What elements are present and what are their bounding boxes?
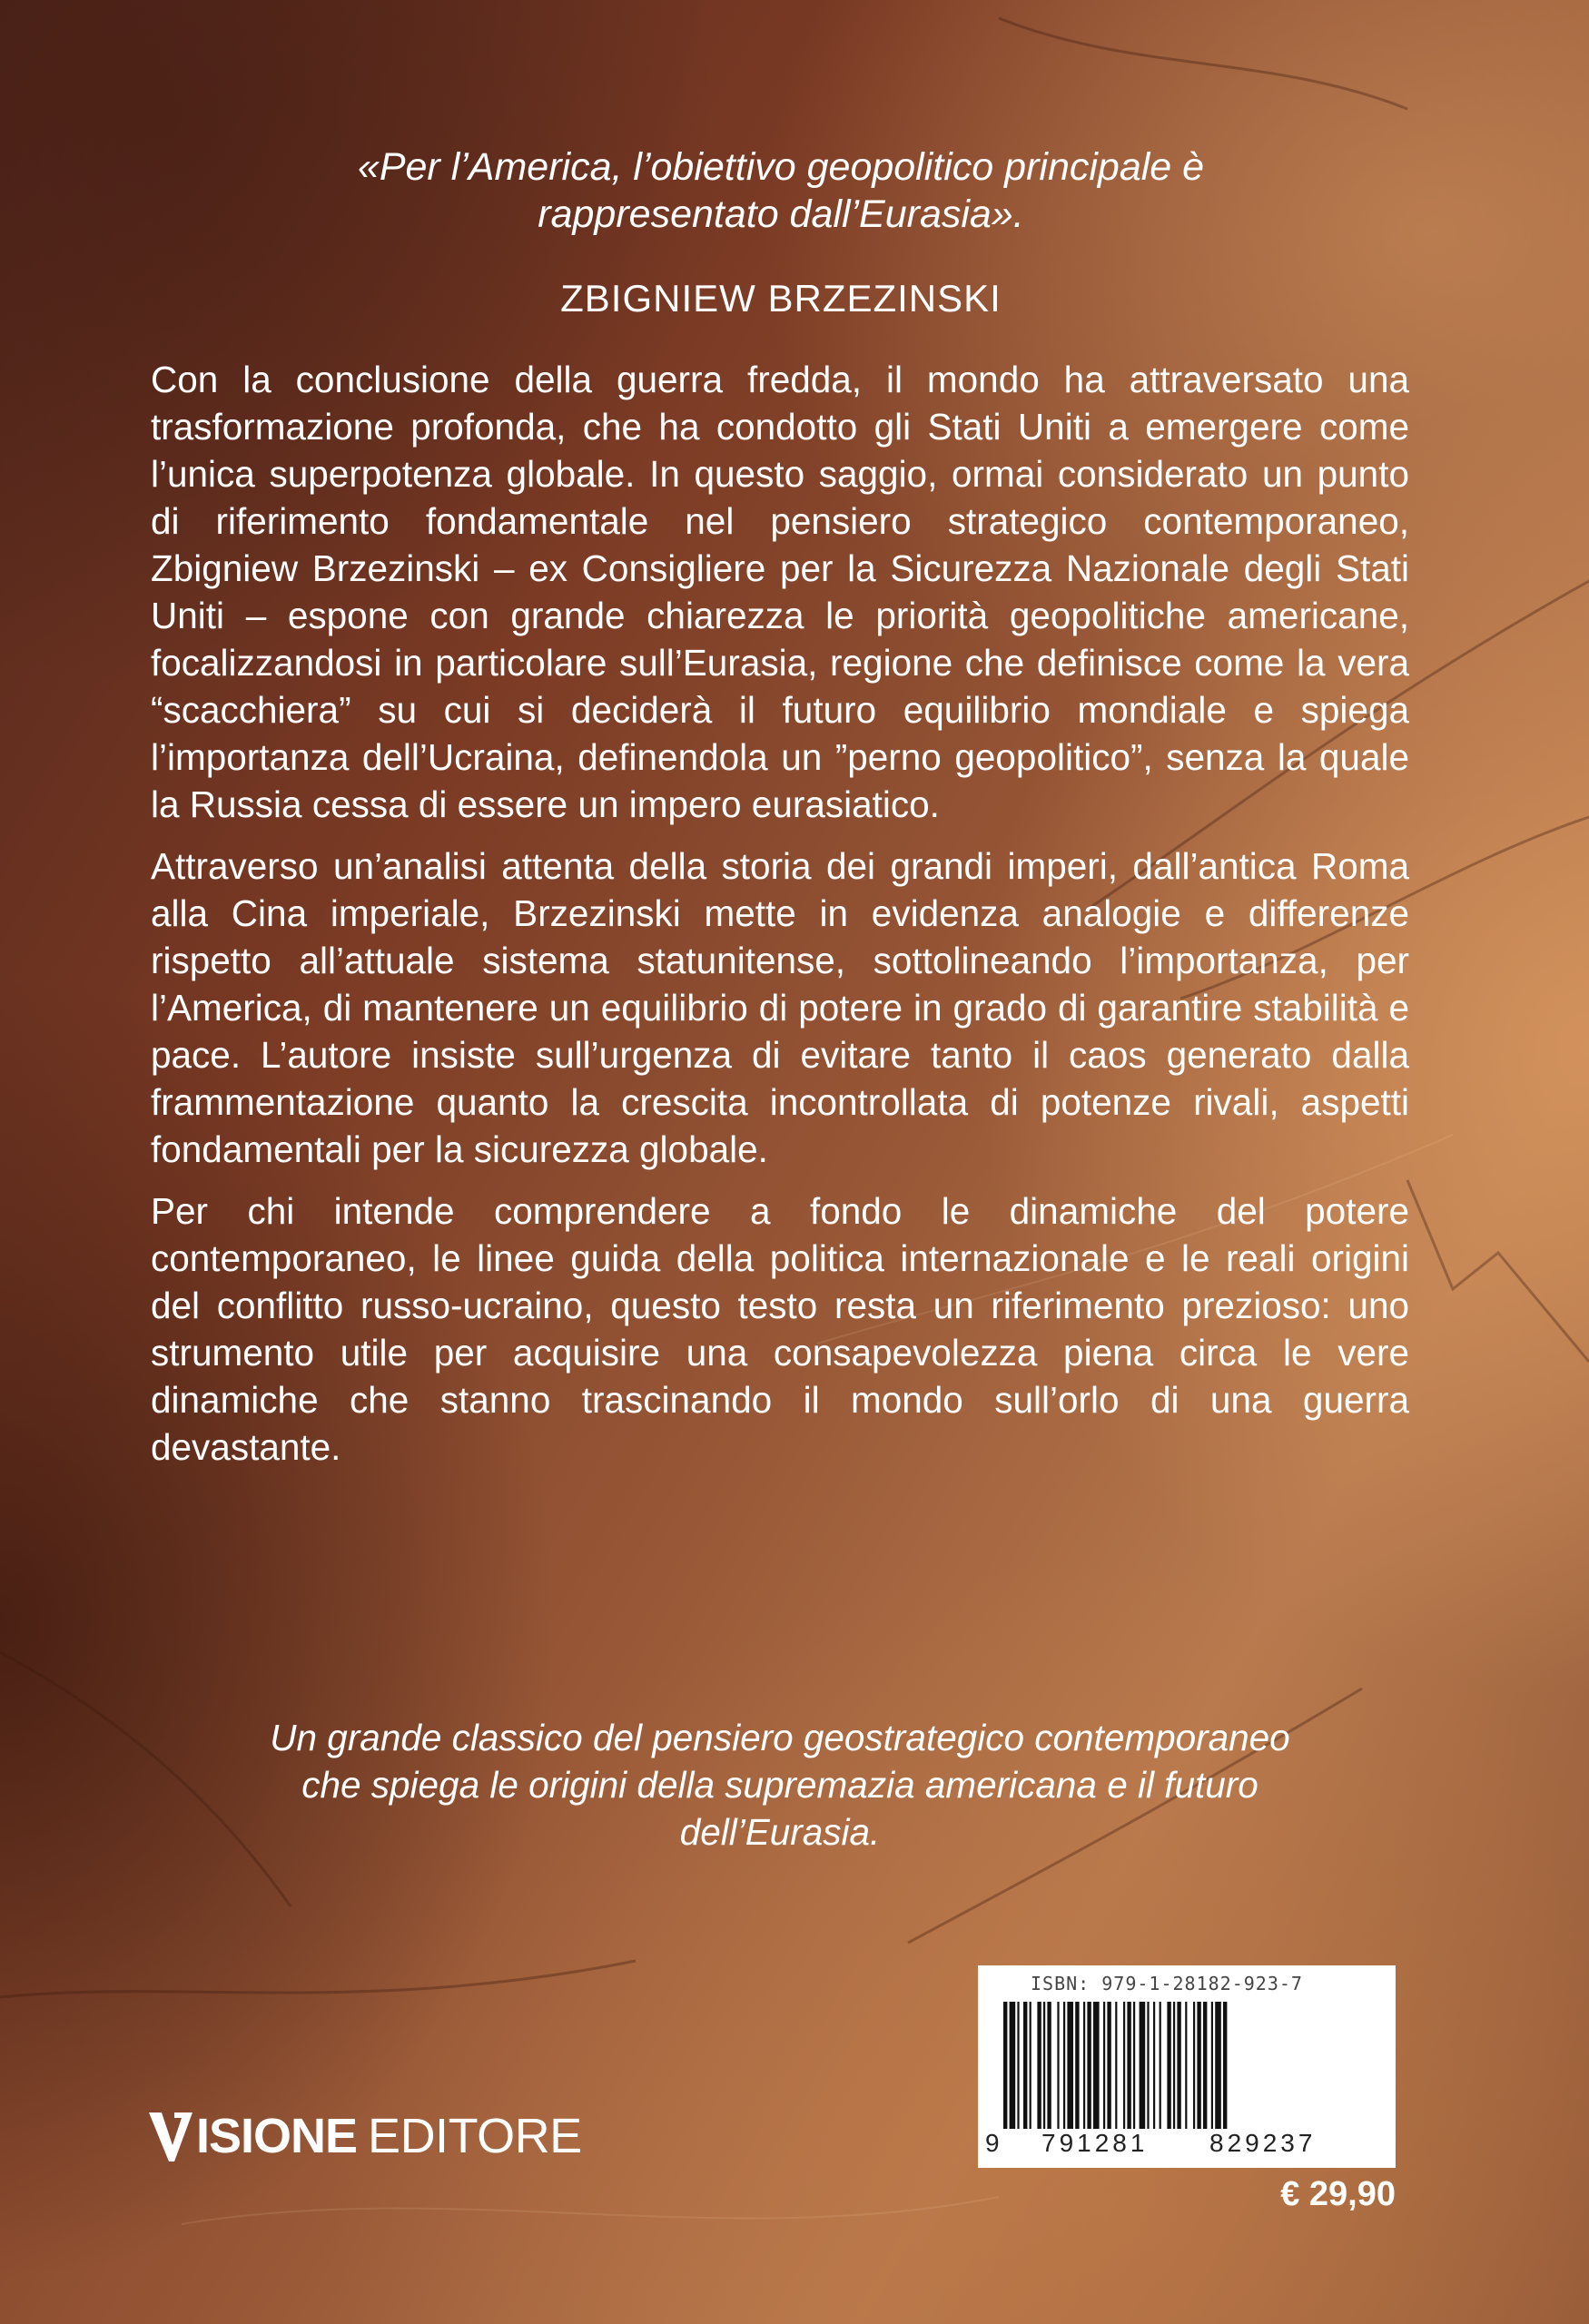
- publisher-suffix: EDITORE: [368, 2109, 582, 2163]
- quote-line-1: «Per l’America, l’obiettivo geopolitico principale è: [357, 145, 1205, 189]
- barcode-digit-group-1: 791281: [1041, 2129, 1149, 2157]
- tagline-line-1: Un grande classico del pensiero geostrategico contemporaneo: [270, 1717, 1290, 1758]
- isbn-barcode: [978, 1965, 1396, 2168]
- publisher-brand: ISIONE: [196, 2109, 358, 2163]
- barcode-digits: [978, 2129, 1396, 2165]
- tagline-line-2: che spiega le origini della supremazia americana e il futuro: [301, 1764, 1258, 1806]
- barcode-bars: [1003, 2002, 1376, 2129]
- barcode-digit-group-2: 829237: [1209, 2129, 1317, 2157]
- blurb-body: [151, 356, 1409, 1485]
- publisher-logo: [147, 2104, 582, 2168]
- tagline-line-3: dell’Eurasia.: [679, 1811, 881, 1853]
- paragraph-3: Per chi intende comprendere a fondo le dinamiche del potere contemporaneo, le linee guida della politica internazionale e le reali origini del conflitto russo-ucraino, questo testo resta un riferimento prezioso: uno strumento utile per acquisire una consapevolezza piena circa le vere dinamiche che stanno trascinando il mondo sull’orlo di una guerra devastante.: [151, 1190, 1409, 1468]
- paragraph-1: Con la conclusione della guerra fredda, il mondo ha attraversato una trasformazione profonda, che ha condotto gli Stati Uniti a emergere come l’unica superpotenza globale. In questo saggio, ormai considerato un punto di riferimento fondamentale nel pensiero strategico contemporaneo, Zbigniew Brzezinski – ex Consigliere per la Sicurezza Nazionale degli Stati Uniti – espone con grande chiarezza le priorità geopolitiche americane, focalizzandosi in particolare sull’Eurasia, regione che definisce come la vera “scacchiera” su cui si deciderà il futuro equilibrio mondiale e spiega l’importanza dell’Ucraina, definendola un ”perno geopolitico”, senza la quale la Russia cessa di essere un impero eurasiatico.: [151, 359, 1409, 825]
- barcode-digit-first: 9: [985, 2129, 1000, 2157]
- visione-v-icon: [147, 2109, 194, 2163]
- quote-author: ZBIGNIEW BRZEZINSKI: [560, 277, 1002, 320]
- isbn-label: ISBN: 979-1-28182-923-7: [1031, 1973, 1303, 1994]
- quote-line-2: rappresentato dall’Eurasia».: [538, 192, 1024, 236]
- paragraph-2: Attraverso un’analisi attenta della storia dei grandi imperi, dall’antica Roma alla Cina imperiale, Brzezinski mette in evidenza analogie e differenze rispetto all’attuale sistema statunitense, sottolineando l’importanza, per l’America, di mantenere un equilibrio di potere in grado di garantire stabilità e pace. L’autore insiste sull’urgenza di evitare tanto il caos generato dalla frammentazione quanto la crescita incontrollata di potenze rivali, aspetti fondamentali per la sicurezza globale.: [151, 845, 1409, 1170]
- price-label: € 29,90: [1280, 2175, 1396, 2213]
- epigraph-quote: [245, 143, 1317, 238]
- tagline: [151, 1714, 1409, 1856]
